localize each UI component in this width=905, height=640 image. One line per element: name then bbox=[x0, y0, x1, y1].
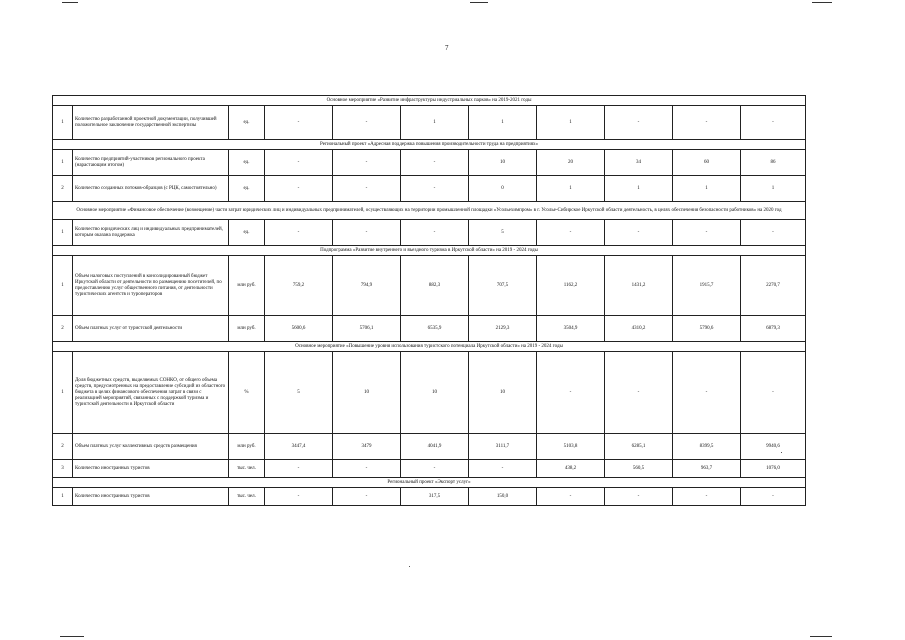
table-row bbox=[53, 434, 806, 460]
value-cell: 2129,3 bbox=[469, 316, 537, 342]
table-row bbox=[53, 256, 806, 316]
indicator-name: Количество предприятий-участников регионального проекта (нарастающим итогом) bbox=[73, 150, 229, 176]
unit-cell: млн руб. bbox=[229, 434, 265, 460]
top-edge-mark-left bbox=[62, 2, 78, 3]
value-cell: 707,5 bbox=[469, 256, 537, 316]
value-cell: 2270,7 bbox=[741, 256, 806, 316]
value-cell: - bbox=[605, 220, 673, 246]
value-cell: - bbox=[401, 460, 469, 478]
unit-cell: ед. bbox=[229, 176, 265, 202]
section-title: Региональный проект «Адресная поддержка повышения производительности труда на предприятиях» bbox=[53, 140, 806, 150]
top-edge-mark-right bbox=[812, 2, 832, 3]
table-row bbox=[53, 176, 806, 202]
value-cell: 1 bbox=[741, 176, 806, 202]
value-cell: - bbox=[605, 106, 673, 140]
value-cell: 8399,5 bbox=[673, 434, 741, 460]
value-cell: - bbox=[673, 352, 741, 434]
indicator-name: Объем платных услуг коллективных средств размещения bbox=[73, 434, 229, 460]
table-row bbox=[53, 106, 806, 140]
table-row bbox=[53, 460, 806, 478]
row-number: 2 bbox=[53, 316, 73, 342]
value-cell: 1 bbox=[537, 106, 605, 140]
value-cell: 3504,9 bbox=[537, 316, 605, 342]
top-edge-mark-mid bbox=[470, 2, 488, 3]
value-cell: 4310,2 bbox=[605, 316, 673, 342]
value-cell: - bbox=[673, 220, 741, 246]
indicator-name: Количество иностранных туристов bbox=[73, 460, 229, 478]
value-cell: 10 bbox=[401, 352, 469, 434]
value-cell: - bbox=[333, 488, 401, 506]
value-cell: 1 bbox=[401, 106, 469, 140]
table-row bbox=[53, 488, 806, 506]
unit-cell: тыс. чел. bbox=[229, 460, 265, 478]
value-cell: 3447,4 bbox=[265, 434, 333, 460]
unit-cell: млн руб. bbox=[229, 316, 265, 342]
value-cell: - bbox=[741, 106, 806, 140]
value-cell: 10 bbox=[333, 352, 401, 434]
table-body bbox=[53, 96, 806, 506]
row-number: 1 bbox=[53, 256, 73, 316]
value-cell: - bbox=[333, 460, 401, 478]
value-cell: 1076,0 bbox=[741, 460, 806, 478]
indicator-name: Объем платных услуг от туристской деятельности bbox=[73, 316, 229, 342]
row-number: 1 bbox=[53, 220, 73, 246]
value-cell: - bbox=[401, 220, 469, 246]
table-row bbox=[53, 352, 806, 434]
unit-cell: ед. bbox=[229, 106, 265, 140]
row-number: 1 bbox=[53, 150, 73, 176]
indicator-name: Объем налоговых поступлений в консолидированный бюджет Иркутской области от деятельности по размещению посетителей, по предоставлению услуг общественного питания, от деятельности туристических агентств и туроператоров bbox=[73, 256, 229, 316]
value-cell: - bbox=[333, 150, 401, 176]
value-cell: - bbox=[401, 150, 469, 176]
section-header-row bbox=[53, 342, 806, 352]
section-title: Региональный проект «Экспорт услуг» bbox=[53, 478, 806, 488]
value-cell: - bbox=[673, 488, 741, 506]
value-cell: 759,2 bbox=[265, 256, 333, 316]
value-cell: - bbox=[605, 352, 673, 434]
value-cell: - bbox=[265, 150, 333, 176]
unit-cell: ед. bbox=[229, 150, 265, 176]
value-cell: 1 bbox=[673, 176, 741, 202]
value-cell: 1 bbox=[605, 176, 673, 202]
value-cell: 5 bbox=[469, 220, 537, 246]
value-cell: - bbox=[333, 220, 401, 246]
value-cell: - bbox=[537, 488, 605, 506]
value-cell: 1431,2 bbox=[605, 256, 673, 316]
value-cell: 1162,2 bbox=[537, 256, 605, 316]
indicator-name: Количество юридических лиц и индивидуальных предпринимателей, которым оказана поддержка bbox=[73, 220, 229, 246]
value-cell: 5 bbox=[265, 352, 333, 434]
value-cell: - bbox=[401, 176, 469, 202]
table-row bbox=[53, 150, 806, 176]
value-cell: - bbox=[469, 460, 537, 478]
indicator-name: Доля бюджетных средств, выделяемых СОНКО, от общего объема средств, предусмотренных на предоставление субсидий из областного бюджета в целях финансового обеспечения затрат в связи с реализацией мероприятий, связанных с поддержкой туризма и туристской деятельности в Иркутской области bbox=[73, 352, 229, 434]
section-title: Подпрограмма «Развитие внутреннего и въездного туризма в Иркутской области» на 2019 - 2024 годы bbox=[53, 246, 806, 256]
value-cell: - bbox=[265, 488, 333, 506]
value-cell: - bbox=[741, 352, 806, 434]
section-header-row bbox=[53, 96, 806, 106]
section-header-row bbox=[53, 140, 806, 150]
row-number: 2 bbox=[53, 434, 73, 460]
value-cell: - bbox=[537, 220, 605, 246]
table-row bbox=[53, 316, 806, 342]
value-cell: - bbox=[333, 106, 401, 140]
value-cell: 60 bbox=[673, 150, 741, 176]
value-cell: - bbox=[605, 488, 673, 506]
value-cell: 438,2 bbox=[537, 460, 605, 478]
value-cell: 9940,6 bbox=[741, 434, 806, 460]
value-cell: 794,9 bbox=[333, 256, 401, 316]
value-cell: 10 bbox=[469, 352, 537, 434]
value-cell: 5600,6 bbox=[265, 316, 333, 342]
row-number: 3 bbox=[53, 460, 73, 478]
indicator-name: Количество иностранных туристов bbox=[73, 488, 229, 506]
row-number: 2 bbox=[53, 176, 73, 202]
value-cell: 4041,9 bbox=[401, 434, 469, 460]
value-cell: 3111,7 bbox=[469, 434, 537, 460]
unit-cell: ед. bbox=[229, 220, 265, 246]
section-title: Основное мероприятие «Финансовое обеспечение (возмещение) части затрат юридических лиц и индивидуальных предпринимателей, осуществляющих на территории промышленной площадки «Усольехимпром» в г. Усолье-Сибирское Иркутской области деятельность, в целях обеспечения безопасности работников» на 2020 год bbox=[53, 202, 806, 220]
value-cell: - bbox=[741, 220, 806, 246]
unit-cell: тыс. чел. bbox=[229, 488, 265, 506]
indicator-name: Количество разработанной проектной документации, получившей положительное заключение государственной экспертизы bbox=[73, 106, 229, 140]
row-number: 1 bbox=[53, 106, 73, 140]
value-cell: 560,5 bbox=[605, 460, 673, 478]
section-title: Основное мероприятие «Повышение уровня использования туристского потенциала Иркутской области» на 2019 - 2024 годы bbox=[53, 342, 806, 352]
section-header-row bbox=[53, 202, 806, 220]
value-cell: 6879,3 bbox=[741, 316, 806, 342]
value-cell: - bbox=[265, 460, 333, 478]
value-cell: 5103,8 bbox=[537, 434, 605, 460]
indicator-name: Количество созданных потоков-образцов (с РЦК, самостоятельно) bbox=[73, 176, 229, 202]
bottom-edge-mark-right bbox=[810, 636, 832, 637]
page-number: 7 bbox=[445, 44, 449, 52]
section-header-row bbox=[53, 478, 806, 488]
value-cell: - bbox=[265, 176, 333, 202]
value-cell: 0 bbox=[469, 176, 537, 202]
unit-cell: % bbox=[229, 352, 265, 434]
row-number: 1 bbox=[53, 488, 73, 506]
value-cell: 20 bbox=[537, 150, 605, 176]
value-cell: - bbox=[741, 488, 806, 506]
table-row bbox=[53, 220, 806, 246]
value-cell: 882,3 bbox=[401, 256, 469, 316]
indicators-table bbox=[52, 95, 806, 506]
value-cell: 3479 bbox=[333, 434, 401, 460]
value-cell: - bbox=[333, 176, 401, 202]
value-cell: - bbox=[673, 106, 741, 140]
value-cell: - bbox=[537, 352, 605, 434]
value-cell: 34 bbox=[605, 150, 673, 176]
value-cell: 5790,6 bbox=[673, 316, 741, 342]
unit-cell: млн руб. bbox=[229, 256, 265, 316]
row-number: 1 bbox=[53, 352, 73, 434]
value-cell: 5706,1 bbox=[333, 316, 401, 342]
bottom-edge-mark-left bbox=[60, 636, 84, 637]
value-cell: 1 bbox=[537, 176, 605, 202]
value-cell: 10 bbox=[469, 150, 537, 176]
value-cell: 317,5 bbox=[401, 488, 469, 506]
value-cell: - bbox=[265, 220, 333, 246]
section-title: Основное мероприятие «Развитие инфраструктуры индустриальных парков» на 2019-2021 годы bbox=[53, 96, 806, 106]
value-cell: 963,7 bbox=[673, 460, 741, 478]
value-cell: 86 bbox=[741, 150, 806, 176]
section-header-row bbox=[53, 246, 806, 256]
value-cell: 1915,7 bbox=[673, 256, 741, 316]
value-cell: 6535,9 bbox=[401, 316, 469, 342]
value-cell: - bbox=[265, 106, 333, 140]
value-cell: 6285,1 bbox=[605, 434, 673, 460]
value-cell: 1 bbox=[469, 106, 537, 140]
value-cell: 150,0 bbox=[469, 488, 537, 506]
scan-speck bbox=[409, 566, 410, 567]
